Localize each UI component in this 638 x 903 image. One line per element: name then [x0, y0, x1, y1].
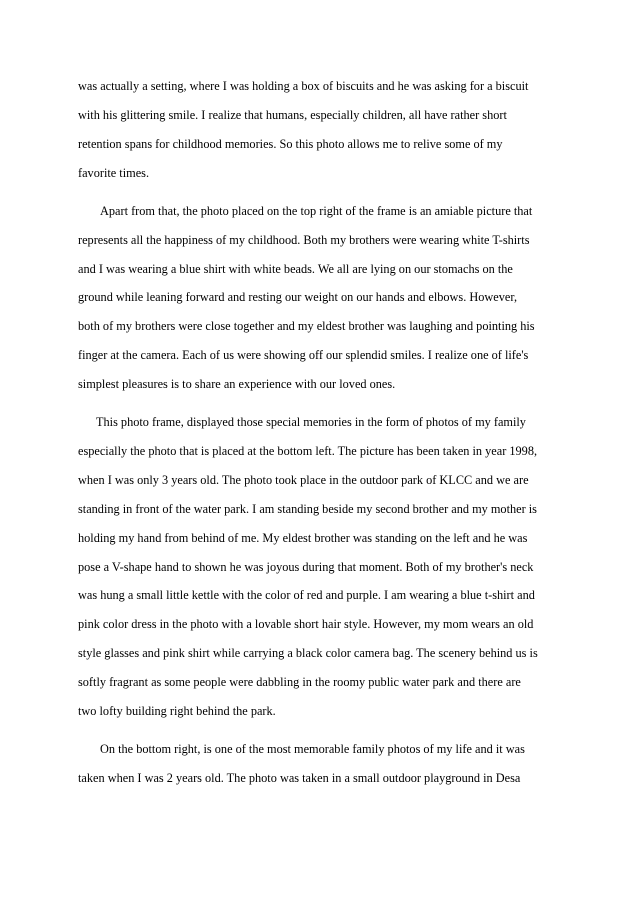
paragraph-line: was actually a setting, where I was holding a box of biscuits and he was asking for a biscuit: [78, 79, 529, 93]
paragraph-line: This photo frame, displayed those special memories in the form of photos of my family: [96, 415, 526, 430]
paragraph-line: pink color dress in the photo with a lovable short hair style. However, my mom wears an old: [78, 617, 534, 632]
paragraph-line: and I was wearing a blue shirt with white beads. We all are lying on our stomachs on the: [78, 261, 513, 276]
paragraph-line: especially the photo that is placed at the bottom left. The picture has been taken in year 1998,: [78, 444, 538, 459]
paragraph-line: two lofty building right behind the park.: [78, 703, 276, 718]
paragraph-line: style glasses and pink shirt while carrying a black color camera bag. The scenery behind us is: [78, 646, 538, 661]
paragraph-4: [78, 735, 558, 793]
paragraph-line: ground while leaning forward and resting our weight on our hands and elbows. However,: [78, 290, 518, 305]
paragraph-3: [78, 408, 558, 725]
paragraph-spacer: [78, 399, 558, 409]
paragraph-spacer: [78, 187, 558, 197]
paragraph-line: pose a V-shape hand to shown he was joyous during that moment. Both of my brother's neck: [78, 559, 534, 574]
paragraph-line: favorite times.: [78, 165, 150, 180]
paragraph-2: [78, 197, 558, 399]
paragraph-line: taken when I was 2 years old. The photo was taken in a small outdoor playground in Desa: [78, 770, 521, 785]
paragraph-1: [78, 72, 558, 187]
paragraph-line: On the bottom right, is one of the most memorable family photos of my life and it was: [100, 742, 525, 757]
paragraph-line: when I was only 3 years old. The photo took place in the outdoor park of KLCC and we are: [78, 472, 529, 487]
paragraph-line: Apart from that, the photo placed on the top right of the frame is an amiable picture that: [100, 203, 533, 218]
paragraph-line: finger at the camera. Each of us were showing off our splendid smiles. I realize one of life's: [78, 348, 529, 363]
document-body: [78, 72, 558, 793]
paragraph-line: retention spans for childhood memories. So this photo allows me to relive some of my: [78, 136, 503, 151]
paragraph-line: standing in front of the water park. I am standing beside my second brother and my mother is: [78, 501, 537, 516]
paragraph-spacer: [78, 726, 558, 736]
paragraph-line: both of my brothers were close together and my eldest brother was laughing and pointing his: [78, 319, 535, 334]
paragraph-line: softly fragrant as some people were dabbling in the roomy public water park and there are: [78, 674, 521, 689]
paragraph-line: represents all the happiness of my childhood. Both my brothers were wearing white T-shirts: [78, 232, 530, 247]
paragraph-line: was hung a small little kettle with the color of red and purple. I am wearing a blue t-shirt and: [78, 588, 535, 603]
paragraph-line: holding my hand from behind of me. My eldest brother was standing on the left and he was: [78, 530, 528, 545]
paragraph-line: simplest pleasures is to share an experience with our loved ones.: [78, 376, 396, 391]
paragraph-line: with his glittering smile. I realize that humans, especially children, all have rather short: [78, 107, 507, 122]
